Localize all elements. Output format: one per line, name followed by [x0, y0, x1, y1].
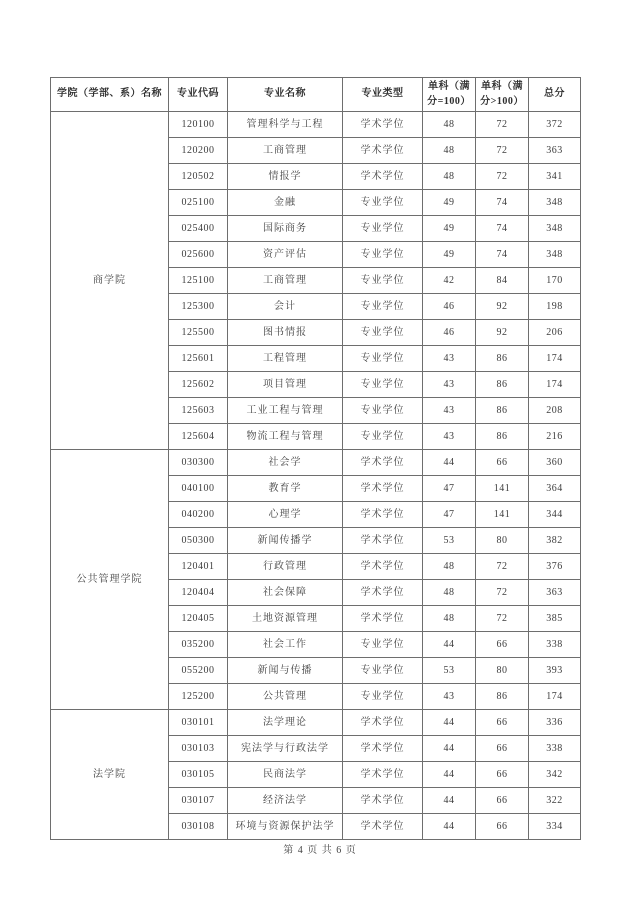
- cell-single-subject-100: 47: [423, 476, 476, 502]
- cell-major-code: 120404: [169, 580, 228, 606]
- cell-major-code: 030105: [169, 762, 228, 788]
- cell-major-type: 学术学位: [343, 554, 423, 580]
- cell-major-code: 030108: [169, 814, 228, 840]
- cell-major-code: 025100: [169, 190, 228, 216]
- cell-major-name: 经济法学: [228, 788, 343, 814]
- cell-single-subject-100: 46: [423, 294, 476, 320]
- cell-major-code: 120200: [169, 138, 228, 164]
- cell-total-score: 344: [529, 502, 581, 528]
- cell-single-subject-100: 53: [423, 528, 476, 554]
- cell-single-subject-over-100: 72: [476, 138, 529, 164]
- cell-total-score: 170: [529, 268, 581, 294]
- table-header: [51, 78, 581, 112]
- cell-single-subject-over-100: 141: [476, 502, 529, 528]
- header-college: 学院（学部、系）名称: [51, 78, 169, 112]
- cell-single-subject-over-100: 66: [476, 710, 529, 736]
- cell-major-type: 学术学位: [343, 788, 423, 814]
- cell-major-type: 专业学位: [343, 242, 423, 268]
- header-single-subject-over-100: 单科（满分>100）: [476, 78, 529, 112]
- cell-major-name: 物流工程与管理: [228, 424, 343, 450]
- cell-major-type: 学术学位: [343, 814, 423, 840]
- cell-major-type: 专业学位: [343, 268, 423, 294]
- cell-single-subject-100: 49: [423, 242, 476, 268]
- cell-total-score: 341: [529, 164, 581, 190]
- cell-major-type: 学术学位: [343, 580, 423, 606]
- cell-single-subject-over-100: 80: [476, 528, 529, 554]
- cell-major-name: 管理科学与工程: [228, 112, 343, 138]
- cell-major-code: 030107: [169, 788, 228, 814]
- cell-single-subject-over-100: 74: [476, 216, 529, 242]
- header-major-name: 专业名称: [228, 78, 343, 112]
- cell-single-subject-over-100: 80: [476, 658, 529, 684]
- table-body: [51, 112, 581, 840]
- cell-total-score: 208: [529, 398, 581, 424]
- cell-major-name: 国际商务: [228, 216, 343, 242]
- cell-single-subject-100: 48: [423, 112, 476, 138]
- cell-major-code: 125200: [169, 684, 228, 710]
- cell-single-subject-100: 42: [423, 268, 476, 294]
- cell-major-name: 土地资源管理: [228, 606, 343, 632]
- cell-major-name: 环境与资源保护法学: [228, 814, 343, 840]
- cell-single-subject-100: 48: [423, 606, 476, 632]
- cell-single-subject-over-100: 72: [476, 112, 529, 138]
- header-major-code: 专业代码: [169, 78, 228, 112]
- cell-major-type: 专业学位: [343, 684, 423, 710]
- cell-major-name: 教育学: [228, 476, 343, 502]
- cell-single-subject-over-100: 66: [476, 788, 529, 814]
- cell-major-name: 工商管理: [228, 138, 343, 164]
- cell-total-score: 174: [529, 684, 581, 710]
- cell-single-subject-over-100: 92: [476, 320, 529, 346]
- cell-major-name: 资产评估: [228, 242, 343, 268]
- cell-major-type: 专业学位: [343, 424, 423, 450]
- cell-major-name: 社会工作: [228, 632, 343, 658]
- cell-total-score: 393: [529, 658, 581, 684]
- cell-single-subject-over-100: 72: [476, 606, 529, 632]
- cell-major-name: 宪法学与行政法学: [228, 736, 343, 762]
- cell-total-score: 334: [529, 814, 581, 840]
- cell-single-subject-over-100: 86: [476, 372, 529, 398]
- cell-major-name: 公共管理: [228, 684, 343, 710]
- cell-major-code: 125300: [169, 294, 228, 320]
- cell-major-name: 会计: [228, 294, 343, 320]
- cell-major-type: 学术学位: [343, 736, 423, 762]
- cell-major-type: 专业学位: [343, 372, 423, 398]
- cell-major-name: 工业工程与管理: [228, 398, 343, 424]
- cell-single-subject-over-100: 66: [476, 814, 529, 840]
- cell-single-subject-100: 46: [423, 320, 476, 346]
- cell-major-code: 030103: [169, 736, 228, 762]
- cell-single-subject-100: 43: [423, 684, 476, 710]
- cell-major-code: 040100: [169, 476, 228, 502]
- cell-major-type: 专业学位: [343, 398, 423, 424]
- cell-single-subject-over-100: 86: [476, 346, 529, 372]
- cell-major-name: 法学理论: [228, 710, 343, 736]
- cell-major-code: 035200: [169, 632, 228, 658]
- cell-single-subject-over-100: 86: [476, 398, 529, 424]
- cell-total-score: 206: [529, 320, 581, 346]
- cell-major-code: 025400: [169, 216, 228, 242]
- cell-single-subject-over-100: 74: [476, 190, 529, 216]
- cell-total-score: 174: [529, 372, 581, 398]
- cell-major-name: 情报学: [228, 164, 343, 190]
- cell-single-subject-100: 48: [423, 554, 476, 580]
- cell-major-type: 专业学位: [343, 346, 423, 372]
- cell-major-type: 学术学位: [343, 710, 423, 736]
- cell-total-score: 342: [529, 762, 581, 788]
- cell-total-score: 338: [529, 632, 581, 658]
- cell-major-type: 学术学位: [343, 502, 423, 528]
- cell-single-subject-over-100: 74: [476, 242, 529, 268]
- cell-major-type: 学术学位: [343, 112, 423, 138]
- cell-total-score: 322: [529, 788, 581, 814]
- cell-major-type: 专业学位: [343, 294, 423, 320]
- cell-single-subject-over-100: 72: [476, 580, 529, 606]
- cell-major-name: 图书情报: [228, 320, 343, 346]
- cell-total-score: 198: [529, 294, 581, 320]
- cell-single-subject-100: 44: [423, 710, 476, 736]
- cell-total-score: 363: [529, 138, 581, 164]
- cell-total-score: 376: [529, 554, 581, 580]
- table-row: [51, 450, 581, 476]
- cell-major-code: 120100: [169, 112, 228, 138]
- header-major-type: 专业类型: [343, 78, 423, 112]
- cell-major-type: 学术学位: [343, 138, 423, 164]
- cell-major-code: 040200: [169, 502, 228, 528]
- cell-single-subject-over-100: 86: [476, 424, 529, 450]
- cell-single-subject-100: 44: [423, 814, 476, 840]
- cell-total-score: 364: [529, 476, 581, 502]
- cell-major-name: 行政管理: [228, 554, 343, 580]
- cell-major-code: 030101: [169, 710, 228, 736]
- cell-total-score: 363: [529, 580, 581, 606]
- cell-total-score: 385: [529, 606, 581, 632]
- college-name-cell: 商学院: [51, 112, 169, 450]
- cell-major-name: 新闻传播学: [228, 528, 343, 554]
- cell-total-score: 360: [529, 450, 581, 476]
- cell-single-subject-100: 44: [423, 762, 476, 788]
- cell-single-subject-100: 43: [423, 346, 476, 372]
- cell-single-subject-over-100: 66: [476, 736, 529, 762]
- cell-major-name: 社会学: [228, 450, 343, 476]
- cell-single-subject-over-100: 141: [476, 476, 529, 502]
- cell-single-subject-100: 48: [423, 580, 476, 606]
- cell-major-code: 125603: [169, 398, 228, 424]
- cell-total-score: 382: [529, 528, 581, 554]
- cell-major-type: 学术学位: [343, 450, 423, 476]
- college-name-cell: 法学院: [51, 710, 169, 840]
- cell-major-type: 学术学位: [343, 476, 423, 502]
- cell-single-subject-over-100: 66: [476, 632, 529, 658]
- cell-single-subject-100: 44: [423, 450, 476, 476]
- cell-single-subject-100: 43: [423, 372, 476, 398]
- table-row: [51, 710, 581, 736]
- cell-single-subject-over-100: 84: [476, 268, 529, 294]
- cell-single-subject-over-100: 66: [476, 450, 529, 476]
- cell-total-score: 348: [529, 190, 581, 216]
- cell-major-name: 工程管理: [228, 346, 343, 372]
- cell-major-name: 工商管理: [228, 268, 343, 294]
- cell-major-type: 学术学位: [343, 164, 423, 190]
- cell-single-subject-over-100: 72: [476, 164, 529, 190]
- cell-major-type: 专业学位: [343, 216, 423, 242]
- cell-single-subject-over-100: 86: [476, 684, 529, 710]
- cell-total-score: 338: [529, 736, 581, 762]
- cell-single-subject-100: 47: [423, 502, 476, 528]
- college-name-cell: 公共管理学院: [51, 450, 169, 710]
- page-number: 第 4 页 共 6 页: [283, 845, 357, 856]
- cell-single-subject-100: 44: [423, 632, 476, 658]
- cell-single-subject-100: 44: [423, 788, 476, 814]
- cell-major-code: 125500: [169, 320, 228, 346]
- cell-major-name: 心理学: [228, 502, 343, 528]
- admission-scores-table: [50, 77, 581, 840]
- cell-total-score: 174: [529, 346, 581, 372]
- cell-single-subject-100: 44: [423, 736, 476, 762]
- cell-major-code: 120401: [169, 554, 228, 580]
- cell-major-type: 学术学位: [343, 606, 423, 632]
- cell-major-code: 120502: [169, 164, 228, 190]
- cell-major-type: 学术学位: [343, 528, 423, 554]
- cell-single-subject-100: 53: [423, 658, 476, 684]
- cell-major-code: 125604: [169, 424, 228, 450]
- cell-single-subject-over-100: 72: [476, 554, 529, 580]
- cell-major-type: 专业学位: [343, 658, 423, 684]
- cell-major-code: 125601: [169, 346, 228, 372]
- cell-major-code: 120405: [169, 606, 228, 632]
- cell-total-score: 336: [529, 710, 581, 736]
- cell-major-code: 030300: [169, 450, 228, 476]
- cell-major-code: 055200: [169, 658, 228, 684]
- cell-major-type: 专业学位: [343, 632, 423, 658]
- cell-total-score: 216: [529, 424, 581, 450]
- cell-single-subject-100: 48: [423, 138, 476, 164]
- cell-major-type: 学术学位: [343, 762, 423, 788]
- cell-major-type: 专业学位: [343, 320, 423, 346]
- cell-total-score: 348: [529, 216, 581, 242]
- cell-major-code: 025600: [169, 242, 228, 268]
- cell-single-subject-over-100: 92: [476, 294, 529, 320]
- cell-major-name: 社会保障: [228, 580, 343, 606]
- cell-major-name: 金融: [228, 190, 343, 216]
- cell-single-subject-100: 49: [423, 190, 476, 216]
- cell-single-subject-100: 49: [423, 216, 476, 242]
- cell-single-subject-100: 48: [423, 164, 476, 190]
- cell-single-subject-100: 43: [423, 424, 476, 450]
- cell-major-code: 125100: [169, 268, 228, 294]
- cell-major-type: 专业学位: [343, 190, 423, 216]
- cell-total-score: 372: [529, 112, 581, 138]
- header-single-subject-100: 单科（满分=100）: [423, 78, 476, 112]
- cell-single-subject-100: 43: [423, 398, 476, 424]
- header-total-score: 总分: [529, 78, 581, 112]
- cell-major-name: 民商法学: [228, 762, 343, 788]
- cell-single-subject-over-100: 66: [476, 762, 529, 788]
- header-row: [51, 78, 581, 112]
- table-row: [51, 112, 581, 138]
- cell-total-score: 348: [529, 242, 581, 268]
- cell-major-code: 125602: [169, 372, 228, 398]
- cell-major-name: 项目管理: [228, 372, 343, 398]
- cell-major-name: 新闻与传播: [228, 658, 343, 684]
- cell-major-code: 050300: [169, 528, 228, 554]
